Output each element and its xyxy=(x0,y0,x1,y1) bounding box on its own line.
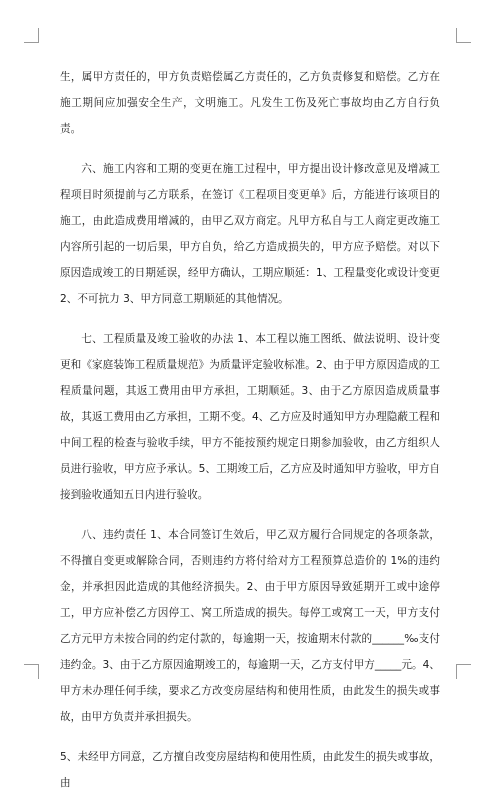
paragraph-section-7: 七、工程质量及竣工验收的办法 1、本工程以施工图纸、做法说明、设计变更和《家庭装饰工程质量规范》为质量评定验收标准。2、由于甲方原因造成的工程质量问题，其返工费用由甲方承担，工期顺延。3、由于乙方原因造成质量事故，其返工费用由乙方承担，工期不变。4、乙方应及时通知甲方办理隐蔽工程和中间工程的检查与验收手续，甲方不能按预约规定日期参加验收，由乙方组织人员进行验收，甲方应予承认。5、工期竣工后，乙方应及时通知甲方验收，甲方自接到验收通知五日内进行验收。 xyxy=(60,333,440,501)
corner-mark-top-right xyxy=(456,28,471,43)
corner-mark-top-left xyxy=(24,28,39,43)
paragraph-continuation: 生，属甲方责任的，甲方负责赔偿属乙方责任的，乙方负责修复和赔偿。乙方在施工期间应加强安全生产，文明施工。凡发生工伤及死亡事故均由乙方自行负责。 xyxy=(60,71,440,135)
paragraph-item-5: 5、未经甲方同意，乙方擅自改变房屋结构和使用性质，由此发生的损失或事故，由 xyxy=(60,751,440,789)
paragraph-section-6: 六、施工内容和工期的变更在施工过程中，甲方提出设计修改意见及增减工程项目时须提前与乙方联系，在签订《工程项目变更单》后，方能进行该项目的施工，由此造成费用增减的，由甲乙双方商定。凡甲方私自与工人商定更改施工内容所引起的一切后果，甲方自负，给乙方造成损失的，甲方应予赔偿。对以下原因造成竣工的日期延误，经甲方确认，工期应顺延：1、工程量变化或设计变更 2、不可抗力 3、甲方同意工期顺延的其他情况。 xyxy=(60,163,440,305)
paragraph-section-8: 八、违约责任 1、本合同签订生效后，甲乙双方履行合同规定的各项条款，不得擅自变更或解除合同，否则违约方将付给对方工程预算总造价的 1%的违约金，并承担因此造成的其他经济损失。2、由于甲方原因导致延期开工或中途停工，甲方应补偿乙方因停工、窝工所造成的损失。每停工或窝工一天，甲方支付乙方元甲方未按合同的约定付款的，每逾期一天，按逾期末付款的______‰支付违约金。3、由于乙方原因逾期竣工的，每逾期一天，乙方支付甲方_____元。4、甲方未办理任何手续，要求乙方改变房屋结构和使用性质，由此发生的损失或事故，由甲方负责并承担损失。 xyxy=(60,529,440,723)
corner-mark-bottom-right xyxy=(456,664,471,679)
corner-mark-bottom-left xyxy=(24,664,39,679)
document-body xyxy=(60,64,440,796)
